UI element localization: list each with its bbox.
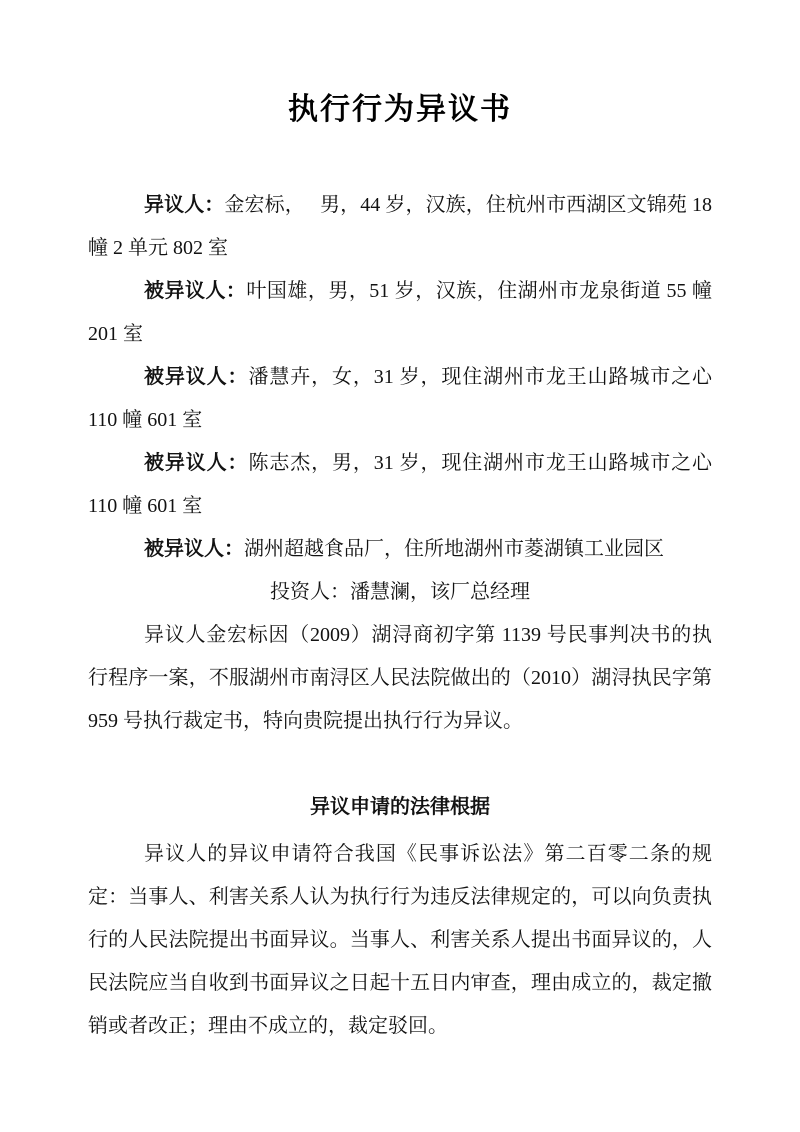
party-text: 湖州超越食品厂，住所地湖州市菱湖镇工业园区: [244, 538, 664, 560]
document-title: 执行行为异议书: [288, 93, 512, 126]
party-paragraph: [88, 356, 712, 442]
section-heading: 异议申请的法律根据: [310, 796, 490, 818]
party-label: 异议人：: [144, 194, 225, 216]
party-text: 陈志杰，男，31 岁，现住湖州市龙王山路城市之心 110 幢 601 室: [88, 452, 713, 517]
party-paragraph: [88, 184, 712, 270]
party-label: 被异议人：: [144, 280, 247, 302]
party-label: 被异议人：: [144, 366, 249, 388]
investor-line: 投资人：潘慧澜，该厂总经理: [270, 581, 530, 603]
party-text: 潘慧卉，女，31 岁，现住湖州市龙王山路城市之心 110 幢 601 室: [88, 366, 713, 431]
section-paragraph: 异议人的异议申请符合我国《民事诉讼法》第二百零二条的规定：当事人、利害关系人认为执行行为违反法律规定的，可以向负责执行的人民法院提出书面异议。当事人、利害关系人提出书面异议的，人民法院应当自收到书面异议之日起十五日内审查，理由成立的，裁定撤销或者改正；理由不成立的，裁定驳回。: [88, 843, 712, 1037]
party-text: 金宏标， 男，44 岁，汉族，住杭州市西湖区文锦苑 18 幢 2 单元 802 室: [88, 194, 713, 259]
party-paragraph: [88, 442, 712, 528]
party-label: 被异议人：: [144, 452, 249, 474]
intro-paragraph: 异议人金宏标因（2009）湖浔商初字第 1139 号民事判决书的执行程序一案，不服湖州市南浔区人民法院做出的（2010）湖浔执民字第 959 号执行裁定书，特向贵院提出执行行为异议。: [88, 624, 712, 732]
blank-line: [88, 743, 712, 786]
party-text: 叶国雄，男，51 岁，汉族，住湖州市龙泉街道 55 幢 201 室: [88, 280, 713, 345]
party-paragraph: [88, 528, 712, 571]
party-paragraph: [88, 270, 712, 356]
party-label: 被异议人：: [144, 538, 244, 560]
